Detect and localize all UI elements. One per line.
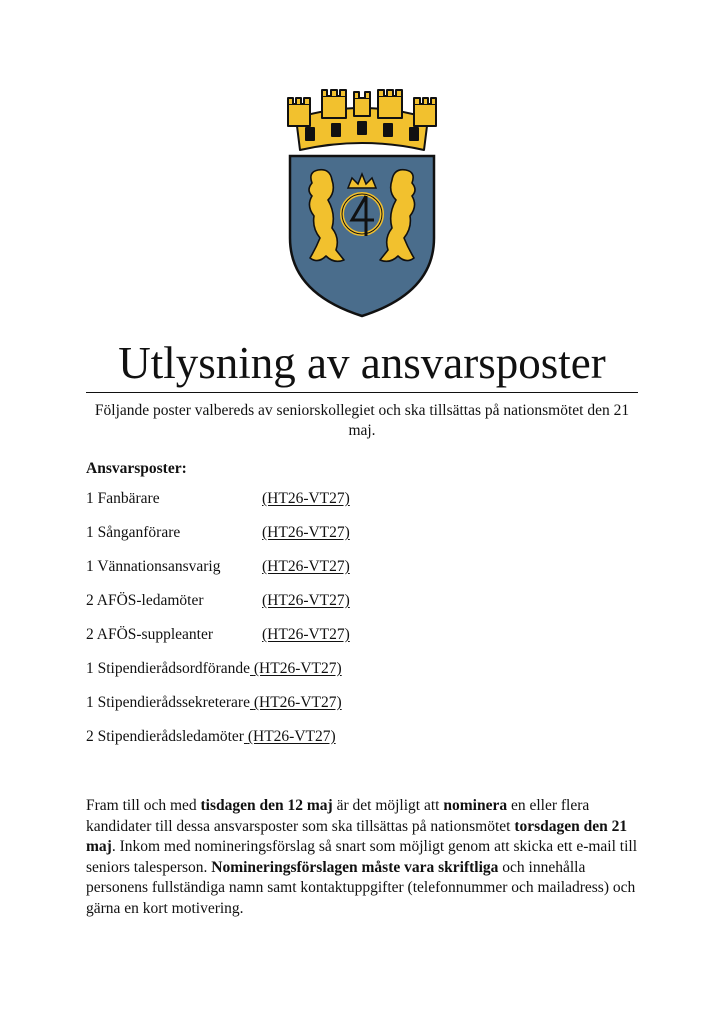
position-item bbox=[86, 625, 350, 659]
position-item bbox=[86, 557, 350, 591]
position-item bbox=[86, 727, 350, 761]
position-item bbox=[86, 659, 350, 693]
position-term: (HT26-VT27) bbox=[262, 626, 350, 643]
position-name: 1 Fanbärare bbox=[86, 490, 160, 507]
positions-list bbox=[86, 489, 350, 761]
position-item bbox=[86, 523, 350, 557]
mural-crown-icon bbox=[288, 90, 436, 150]
position-term: (HT26-VT27) bbox=[247, 728, 336, 745]
position-name: 2 AFÖS-suppleanter bbox=[86, 626, 214, 643]
coat-of-arms-emblem bbox=[282, 88, 442, 320]
position-name: 1 Stipendierådsordförande bbox=[86, 660, 250, 677]
nomination-paragraph: Fram till och med tisdagen den 12 maj är det möjligt att nominera en eller flera kandidater till dessa ansvarsposter som ska tillsättas på nationsmötet torsdagen den 21 maj. Inkom med nomineringsförslag så snart som möjligt genom att skicka ett e-mail till seniors talesperson. Nomineringsförslagen måste vara skriftliga och innehålla personens fullständiga namn samt kontaktuppgifter (telefonnummer och mailadress) och gärna en kort motivering. bbox=[86, 797, 638, 917]
positions-heading: Ansvarsposter: bbox=[86, 460, 187, 477]
position-name: 1 Sånganförare bbox=[86, 524, 181, 541]
position-term: (HT26-VT27) bbox=[262, 524, 350, 541]
position-term: (HT26-VT27) bbox=[262, 558, 350, 575]
position-term: (HT26-VT27) bbox=[262, 490, 350, 507]
meeting-date: torsdagen den 21 maj bbox=[86, 817, 628, 855]
position-term: (HT26-VT27) bbox=[262, 592, 350, 609]
intro-text: Följande poster valbereds av seniorskollegiet och ska tillsättas på nationsmötet den 21 maj. bbox=[94, 402, 630, 439]
page-title: Utlysning av ansvarsposter bbox=[118, 338, 606, 388]
position-name: 2 Stipendierådsledamöter bbox=[86, 728, 244, 745]
position-term: (HT26-VT27) bbox=[253, 694, 342, 711]
position-item bbox=[86, 591, 350, 625]
position-term: (HT26-VT27) bbox=[253, 660, 342, 677]
written-requirement: Nomineringsförslagen måste vara skriftliga bbox=[211, 858, 499, 876]
position-name: 1 Vännationsansvarig bbox=[86, 558, 221, 575]
position-item bbox=[86, 693, 350, 727]
nominate-emphasis: nominera bbox=[443, 797, 508, 814]
position-name: 2 AFÖS-ledamöter bbox=[86, 592, 204, 609]
position-name: 1 Stipendierådssekreterare bbox=[86, 694, 250, 711]
position-item bbox=[86, 489, 350, 523]
title-divider bbox=[86, 392, 638, 393]
deadline-date: tisdagen den 12 maj bbox=[200, 797, 333, 814]
